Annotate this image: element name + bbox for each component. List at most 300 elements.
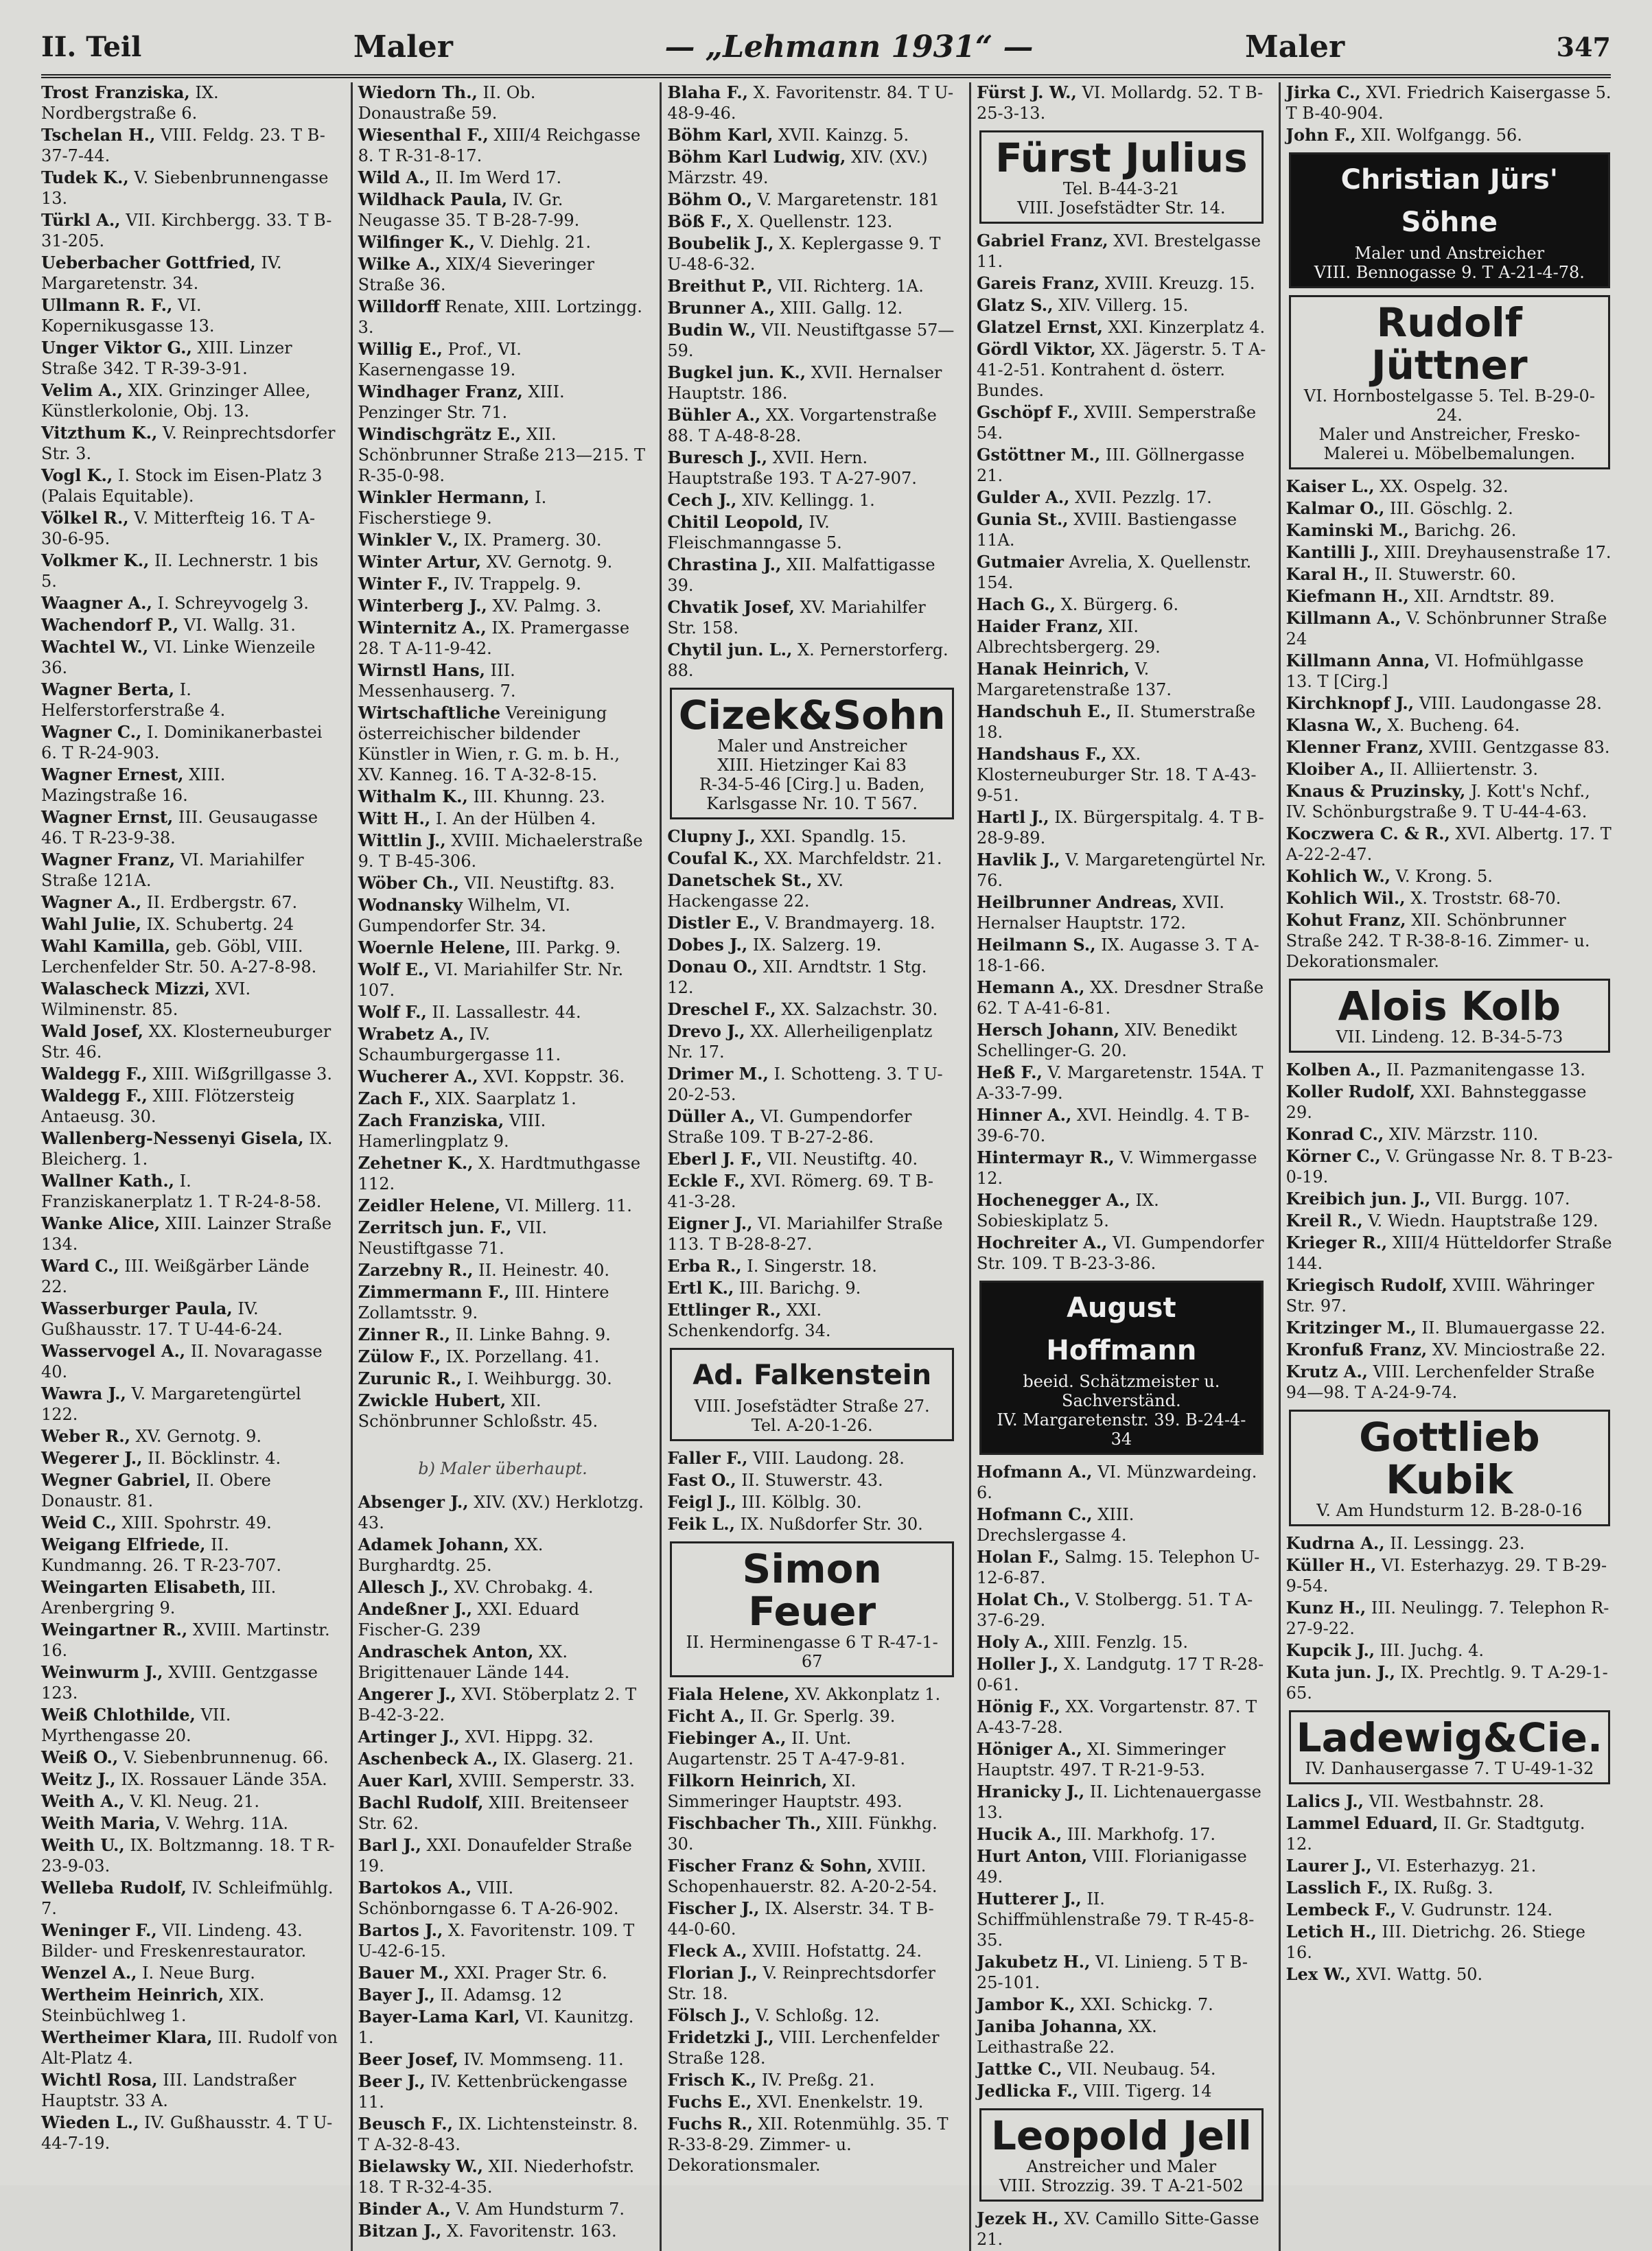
directory-entry — [977, 445, 1266, 486]
entry-name: Gstöttner M., — [977, 445, 1101, 465]
entry-address: XVIII. Gentzgasse 123. — [41, 1663, 318, 1703]
entry-address: V. Siebenbrunnengasse 13. — [41, 168, 329, 208]
directory-entry — [358, 1793, 648, 1834]
directory-entry — [41, 914, 338, 935]
directory-entry — [1286, 715, 1613, 736]
entry-address: XIV. (XV.) Herklotzg. 43. — [358, 1493, 644, 1532]
directory-entry — [41, 1426, 338, 1447]
advertisement-line: IV. Danhausergasse 7. T U-49-1-32 — [1305, 1759, 1594, 1778]
entry-address: V. Am Hundsturm 7. — [456, 2200, 625, 2219]
directory-entry — [358, 339, 648, 380]
entry-address: II. Lichtenauergasse 13. — [977, 1782, 1261, 1822]
directory-entry — [667, 1771, 957, 1812]
entry-address: III. Neulingg. 7. Telephon R-27-9-22. — [1285, 1598, 1609, 1638]
directory-entry — [667, 405, 957, 446]
directory-entry — [41, 210, 338, 251]
entry-name: Fiebinger A., — [667, 1728, 787, 1748]
directory-entry — [667, 935, 957, 955]
column-1 — [41, 82, 338, 2251]
entry-name: Hach G., — [977, 594, 1056, 614]
entry-name: Walascheck Mizzi, — [41, 979, 210, 999]
entry-address: V. Reinprechtsdorfer Str. 18. — [667, 1963, 935, 2003]
directory-entry — [41, 1086, 338, 1127]
directory-entry — [358, 1963, 648, 1983]
directory-entry — [41, 550, 338, 592]
entry-address: IX. Schubertg. 24 — [146, 915, 294, 934]
directory-entry — [667, 362, 957, 404]
entry-address: IV. Mommseng. 11. — [463, 2050, 624, 2069]
entry-name: Weigang Elfriede, — [41, 1535, 206, 1554]
directory-entry — [1286, 1340, 1613, 1360]
directory-entry — [1286, 1211, 1613, 1231]
entry-name: Koller Rudolf, — [1285, 1082, 1415, 1101]
entry-address: XVIII. Semperstraße 54. — [977, 403, 1257, 443]
entry-address: IX. Salzerg. 19. — [752, 935, 882, 955]
advertisement-name: Ladewig&Cie. — [1296, 1714, 1603, 1761]
directory-entry — [1286, 82, 1613, 124]
directory-entry — [358, 2156, 648, 2197]
directory-entry — [667, 1213, 957, 1255]
directory-entry — [41, 1813, 338, 1834]
entry-address: V. Margaretenstr. 181 — [757, 190, 940, 209]
entry-name: Coufal K., — [667, 848, 759, 868]
directory-entry — [358, 1577, 648, 1598]
entry-address: II. Kundmanng. 26. T R-23-707. — [41, 1535, 281, 1575]
entry-name: Wichtl Rosa, — [41, 2070, 158, 2090]
column-4 — [969, 82, 1266, 2251]
entry-name: Zülow F., — [358, 1346, 441, 1366]
column-2 — [351, 82, 648, 2251]
directory-entry — [977, 2208, 1266, 2250]
entry-address: X. Pernerstorferg. 88. — [667, 640, 949, 680]
directory-entry — [1286, 1082, 1613, 1123]
directory-entry — [358, 1492, 648, 1533]
entry-address: XIII. Gallg. 12. — [780, 299, 903, 318]
entry-name: Weninger F., — [41, 1920, 157, 1940]
entry-address: XX. Ospelg. 32. — [1380, 477, 1509, 496]
entry-address: geb. Göbl, VIII. Lerchenfelder Str. 50. A-27-8-98. — [41, 937, 317, 977]
directory-entry — [977, 1696, 1266, 1738]
entry-name: Danetschek St., — [667, 870, 813, 890]
entry-name: Bayer-Lama Karl, — [358, 2007, 520, 2027]
entry-name: Bitzan J., — [358, 2221, 442, 2241]
entry-name: Chitil Leopold, — [667, 512, 804, 532]
entry-name: Kreil R., — [1285, 1211, 1363, 1231]
entry-address: V. Wiedn. Hauptstraße 129. — [1368, 1211, 1598, 1231]
directory-entry — [667, 2114, 957, 2176]
directory-entry — [358, 937, 648, 958]
entry-name: Wodnansky — [358, 895, 463, 915]
entry-name: Wertheimer Klara, — [41, 2027, 213, 2047]
entry-name: Zach Franziska, — [358, 1110, 504, 1130]
entry-name: Fast O., — [667, 1470, 736, 1490]
entry-name: Hochenegger A., — [977, 1190, 1130, 1210]
entry-address: XIII. Breitenseer Str. 62. — [358, 1793, 629, 1833]
entry-name: Kolben A., — [1285, 1060, 1382, 1080]
entry-address: IX. Pramerg. 30. — [463, 530, 602, 550]
entry-name: Wiesenthal F., — [358, 125, 489, 145]
advertisement-box — [979, 1281, 1264, 1455]
entry-address: XVI. Friedrich Kaisergasse 5. T B-40-904. — [1285, 83, 1612, 123]
directory-entry — [358, 1260, 648, 1281]
entry-name: Kriegisch Rudolf, — [1285, 1275, 1447, 1295]
entry-name: Welleba Rudolf, — [41, 1878, 187, 1898]
entry-address: II. Ob. Donaustraße 59. — [358, 83, 536, 123]
directory-entry — [1286, 1189, 1613, 1209]
directory-entry — [41, 125, 338, 166]
directory-entry — [977, 487, 1266, 508]
directory-entry — [41, 892, 338, 913]
entry-name: Hurt Anton, — [977, 1846, 1088, 1866]
entry-name: Willdorff — [358, 296, 440, 316]
directory-entry — [1286, 498, 1613, 519]
entry-name: Jedlicka F., — [977, 2081, 1079, 2101]
entry-name: Wanke Alice, — [41, 1213, 161, 1233]
directory-entry — [358, 2071, 648, 2112]
entry-name: Beer Josef, — [358, 2049, 458, 2069]
directory-entry — [41, 380, 338, 421]
entry-name: Heilbrunner Andreas, — [977, 892, 1178, 912]
entry-name: Winterberg J., — [358, 596, 487, 616]
directory-entry — [1286, 1318, 1613, 1338]
entry-name: Volkmer K., — [41, 550, 150, 570]
entry-name: Fölsch J., — [667, 2005, 751, 2025]
entry-name: Wahl Kamilla, — [41, 936, 171, 956]
entry-address: IX. Rußg. 3. — [1393, 1878, 1493, 1898]
entry-address: V. Margaretengürtel Nr. 76. — [977, 850, 1266, 890]
entry-address: XVI. Albertg. 17. T A-22-2-47. — [1285, 824, 1612, 864]
entry-address: V. Mitterfteig 16. T A-30-6-95. — [41, 509, 316, 548]
entry-name: Bartokos A., — [358, 1878, 472, 1898]
entry-address: III. Rudolf von Alt-Platz 4. — [41, 2028, 338, 2068]
entry-address: XV. Gernotg. 9. — [486, 552, 613, 572]
entry-address: II. Obere Donaustr. 81. — [41, 1471, 271, 1511]
directory-entry — [41, 167, 338, 209]
entry-address: XIII. Drechslergasse 4. — [977, 1505, 1135, 1545]
entry-address: XVIII. Schopenhauerstr. 82. A-20-2-54. — [667, 1856, 938, 1896]
entry-address: VII. Neustiftgasse 71. — [358, 1218, 548, 1258]
entry-address: VII. Neubaug. 54. — [1067, 2060, 1216, 2079]
entry-address: IV. Schaumburgergasse 11. — [358, 1025, 561, 1064]
entry-name: Zach F., — [358, 1088, 430, 1108]
directory-entry — [358, 1024, 648, 1065]
entry-name: Tudek K., — [41, 167, 129, 187]
entry-address: XIV. Märzstr. 110. — [1388, 1125, 1539, 1144]
entry-name: Knaus & Pruzinsky, — [1285, 781, 1466, 801]
directory-entry — [358, 1599, 648, 1640]
entry-address: XX. Jägerstr. 5. T A-41-2-51. Kontrahent d. österr. Bundes. — [977, 340, 1266, 400]
entry-address: I. Weihburgg. 30. — [467, 1369, 612, 1388]
entry-address: XVI. Enenkelstr. 19. — [756, 2092, 924, 2112]
entry-address: VI. Kopernikusgasse 13. — [41, 296, 215, 336]
entry-name: Wallner Kath., — [41, 1171, 175, 1191]
directory-entry — [358, 1727, 648, 1747]
entry-address: VII. Myrthengasse 20. — [41, 1705, 231, 1745]
directory-entry — [667, 2005, 957, 2026]
directory-entry — [667, 1171, 957, 1212]
directory-entry — [667, 298, 957, 318]
entry-name: Ullmann R. F., — [41, 295, 173, 315]
entry-name: Faller F., — [667, 1448, 748, 1468]
directory-entry — [358, 2114, 648, 2155]
entry-address: XVII. Pezzlg. 17. — [1075, 488, 1212, 507]
entry-address: XVIII. Kreuzg. 15. — [1104, 274, 1255, 293]
directory-entry — [667, 1470, 957, 1491]
entry-address: XIII. Wiẞgrillgasse 3. — [152, 1064, 332, 1084]
entry-address: XX. Klosterneuburger Str. 46. — [41, 1022, 331, 1062]
entry-name: Wertheim Heinrich, — [41, 1985, 224, 2005]
directory-entry — [358, 1346, 648, 1367]
directory-entry — [1286, 888, 1613, 909]
entry-name: Erba R., — [667, 1256, 742, 1276]
entry-name: Lex W., — [1285, 1964, 1351, 1984]
entry-address: XXI. Prager Str. 6. — [454, 1963, 607, 1983]
entry-address: XIII/4 Reichgasse 8. T R-31-8-17. — [358, 126, 641, 165]
entry-address: II. Lechnerstr. 1 bis 5. — [41, 551, 318, 591]
entry-address: VII. Westbahnstr. 28. — [1369, 1792, 1544, 1811]
entry-name: Florian J., — [667, 1963, 758, 1983]
entry-name: Auer Karl, — [358, 1771, 454, 1791]
advertisement-line: V. Am Hundsturm 12. B-28-0-16 — [1316, 1501, 1583, 1520]
entry-name: Wachendorf P., — [41, 615, 179, 635]
entry-address: XVIII. Gentzgasse 83. — [1428, 738, 1610, 757]
entry-name: Winter F., — [358, 574, 449, 594]
directory-entry — [1286, 1146, 1613, 1187]
directory-entry — [977, 231, 1266, 272]
directory-entry — [977, 935, 1266, 976]
directory-entry — [667, 320, 957, 361]
directory-entry — [1286, 125, 1613, 145]
entry-address: III. Göschlg. 2. — [1390, 499, 1513, 518]
entry-name: Kohlich W., — [1285, 866, 1391, 886]
entry-address: IV. Schleifmühlg. 7. — [41, 1878, 334, 1918]
advertisement-name: Leopold Jell — [990, 2112, 1252, 2159]
entry-address: V. Brandmayerg. 18. — [765, 913, 935, 933]
entry-name: Wald Josef, — [41, 1021, 143, 1041]
entry-name: Wagner Ernst, — [41, 807, 174, 827]
entry-address: X. Favoritenstr. 84. T U-48-9-46. — [667, 83, 954, 123]
directory-entry — [41, 936, 338, 977]
entry-address: XX. Vorgartenstr. 87. T A-43-7-28. — [977, 1697, 1257, 1737]
entry-name: Wahl Julie, — [41, 914, 142, 934]
directory-entry — [358, 2049, 648, 2070]
entry-name: Drimer M., — [667, 1064, 769, 1084]
entry-address: XIV. Kellingg. 1. — [741, 491, 875, 510]
advertisement-line: Malerei u. Möbelbemalungen. — [1323, 444, 1576, 463]
entry-address: Renate, XIII. Lortzingg. 3. — [358, 297, 642, 337]
section-word-right: Maler — [1245, 29, 1345, 65]
advertisement-line: II. Herminengasse 6 T R-47-1-67 — [686, 1633, 938, 1671]
directory-entry — [41, 1620, 338, 1661]
entry-name: Hucik A., — [977, 1824, 1062, 1844]
entry-address: X. Keplergasse 9. T U-48-6-32. — [667, 234, 941, 274]
entry-address: VI. Millerg. 11. — [505, 1196, 632, 1215]
entry-address: I. Fischerstiege 9. — [358, 488, 547, 528]
directory-entry — [667, 1514, 957, 1535]
directory-entry — [977, 1062, 1266, 1104]
directory-entry — [358, 959, 648, 1001]
entry-address: VI. Linieng. 5 T B-25-101. — [977, 1952, 1248, 1992]
entry-name: Fischer J., — [667, 1898, 760, 1918]
entry-name: Drevo J., — [667, 1021, 745, 1041]
entry-name: Angerer J., — [358, 1684, 456, 1704]
directory-entry — [358, 1985, 648, 2005]
entry-name: Allesch J., — [358, 1577, 449, 1597]
directory-entry — [977, 509, 1266, 550]
directory-entry — [1286, 1791, 1613, 1812]
directory-entry — [358, 125, 648, 166]
directory-entry — [41, 979, 338, 1020]
entry-address: VIII. Feldg. 23. T B-37-7-44. — [41, 126, 325, 165]
entry-address: II. Gr. Stadtgutg. 12. — [1285, 1814, 1585, 1854]
directory-entry — [358, 1196, 648, 1216]
entry-name: Holat Ch., — [977, 1589, 1071, 1609]
directory-entry — [977, 1632, 1266, 1653]
entry-name: Kuta jun. J., — [1285, 1662, 1395, 1682]
entry-address: I. Neue Burg. — [142, 1963, 255, 1983]
entry-name: Heilmann S., — [977, 935, 1096, 955]
entry-name: Weingartner R., — [41, 1620, 188, 1640]
entry-name: Artinger J., — [358, 1727, 460, 1747]
directory-entry — [977, 317, 1266, 338]
entry-name: Ficht A., — [667, 1706, 745, 1726]
entry-name: Hofmann A., — [977, 1462, 1093, 1482]
entry-name: Withalm K., — [358, 786, 468, 806]
entry-name: Wenzel A., — [41, 1963, 137, 1983]
directory-entry — [358, 1749, 648, 1769]
directory-entry — [1286, 1533, 1613, 1554]
entry-address: XV. Akkonplatz 1. — [795, 1685, 941, 1704]
entry-name: Lalics J., — [1285, 1791, 1364, 1811]
directory-entry — [667, 870, 957, 911]
directory-entry — [977, 1147, 1266, 1189]
advertisement-box — [670, 688, 954, 819]
entry-name: Hochreiter A., — [977, 1233, 1108, 1252]
entry-address: Avrelia, X. Quellenstr. 154. — [977, 552, 1252, 592]
advertisement-name: Christian Jürs' Söhne — [1340, 164, 1559, 238]
entry-address: III. Hintere Zollamtsstr. 9. — [358, 1283, 609, 1322]
directory-entry — [667, 555, 957, 596]
entry-address: XII. Arndtstr. 89. — [1414, 587, 1555, 606]
directory-entry — [41, 1128, 338, 1169]
entry-address: XII. Niederhofstr. 18. T R-32-4-35. — [358, 2157, 635, 2197]
directory-entry — [667, 1300, 957, 1341]
directory-entry — [358, 296, 648, 338]
entry-address: XV. Palmg. 3. — [492, 596, 602, 616]
advertisement-line: Maler und Anstreicher, Fresko- — [1318, 425, 1581, 444]
entry-name: Kantilli J., — [1285, 542, 1380, 562]
entry-name: Vogl K., — [41, 465, 113, 485]
entry-address: XII. Schönbrunner Schloßstr. 45. — [358, 1391, 598, 1431]
directory-entry — [977, 1952, 1266, 1993]
directory-entry — [667, 2027, 957, 2068]
entry-name: Buresch J., — [667, 447, 768, 467]
entry-name: Kloiber A., — [1285, 759, 1385, 779]
entry-address: II. Böcklinstr. 4. — [148, 1449, 281, 1468]
entry-address: I. Dominikanerbastei 6. T R-24-903. — [41, 723, 323, 762]
entry-name: Höniger A., — [977, 1739, 1082, 1759]
entry-name: Böß F., — [667, 211, 732, 231]
entry-name: Haider Franz, — [977, 616, 1104, 636]
entry-name: Krieger R., — [1285, 1233, 1388, 1252]
directory-entry — [358, 189, 648, 231]
directory-entry — [41, 1835, 338, 1876]
entry-address: XII. Schönbrunner Straße 242. T R-38-8-16. Zimmer- u. Dekorationsmaler. — [1285, 911, 1590, 971]
publication-title: — „Lehmann 1931“ — — [664, 29, 1034, 65]
entry-name: Hersch Johann, — [977, 1020, 1120, 1040]
entry-address: VII. Neustiftgasse 57—59. — [667, 320, 955, 360]
advertisement-line: IV. Margaretenstr. 39. B-24-4-34 — [997, 1410, 1246, 1449]
advertisement-box — [1289, 1410, 1610, 1526]
advertisement-line: VIII. Josefstädter Straße 27. Tel. A-20-1-26. — [694, 1397, 930, 1435]
entry-address: XIV. (XV.) Märzstr. 49. — [667, 148, 928, 187]
entry-address: VII. Burgg. 107. — [1436, 1189, 1570, 1209]
entry-address: IX. Augasse 3. T A-18-1-66. — [977, 935, 1259, 975]
entry-name: Kiefmann H., — [1285, 586, 1409, 606]
directory-entry — [41, 722, 338, 763]
section-heading: b) Maler überhaupt. — [418, 1459, 587, 1478]
entry-name: Handshaus F., — [977, 744, 1107, 764]
directory-entry — [1286, 693, 1613, 714]
entry-name: Kaiser L., — [1285, 476, 1375, 496]
entry-name: John F., — [1285, 125, 1356, 145]
entry-address: I. Schreyvogelg 3. — [157, 594, 309, 613]
entry-address: XIX/4 Sieveringer Straße 36. — [358, 255, 595, 294]
entry-address: II. Erdbergstr. 67. — [146, 893, 298, 912]
entry-address: VI. Mariahilfer Straße 121A. — [41, 850, 304, 890]
entry-name: Lasslich F., — [1285, 1878, 1389, 1898]
directory-entry — [1286, 608, 1613, 649]
entry-name: Zeidler Helene, — [358, 1196, 501, 1215]
entry-name: Konrad C., — [1285, 1124, 1384, 1144]
entry-name: Wagner Berta, — [41, 679, 175, 699]
entry-address: V. Schönbrunner Straße 24 — [1285, 609, 1607, 649]
entry-name: Heß F., — [977, 1062, 1043, 1082]
directory-entry — [1286, 1598, 1613, 1639]
entry-name: Böhm O., — [667, 189, 753, 209]
entry-address: XV. Chrobakg. 4. — [454, 1578, 594, 1597]
directory-entry — [41, 465, 338, 506]
entry-address: Barichg. 26. — [1414, 521, 1517, 540]
entry-name: Wildhack Paula, — [358, 189, 508, 209]
entry-address: IV. Margaretenstr. 34. — [41, 253, 282, 293]
advertisement-name: Simon Feuer — [742, 1546, 882, 1635]
advertisement-name: Ad. Falkenstein — [693, 1360, 932, 1391]
directory-entry — [667, 1064, 957, 1105]
advertisement-line: VIII. Bennogasse 9. T A-21-4-78. — [1314, 263, 1585, 282]
entry-name: Weiß Chlothilde, — [41, 1705, 196, 1725]
entry-name: Wilfinger K., — [358, 232, 475, 252]
advertisement-name: Fürst Julius — [995, 135, 1248, 181]
entry-address: IV. Kettenbrückengasse 11. — [358, 2072, 628, 2112]
directory-entry — [667, 125, 957, 145]
entry-address: IX. Prechtlg. 9. T A-29-1-65. — [1285, 1663, 1608, 1703]
entry-address: VII. Richterg. 1A. — [778, 277, 924, 296]
entry-address: XX. Allerheiligenplatz Nr. 17. — [667, 1022, 933, 1062]
directory-entry — [667, 211, 957, 232]
entry-name: Völkel R., — [41, 508, 129, 528]
advertisement-name: Rudolf Jüttner — [1371, 299, 1528, 388]
entry-name: Kupcik J., — [1285, 1640, 1375, 1660]
entry-address: III. Weißgärber Lände 22. — [41, 1257, 310, 1296]
directory-entry — [41, 679, 338, 721]
directory-entry — [667, 1256, 957, 1276]
directory-entry — [1286, 1856, 1613, 1876]
entry-address: XXI. Eduard Fischer-G. 239 — [358, 1600, 579, 1640]
directory-entry — [977, 1654, 1266, 1695]
entry-address: VII. Kirchbergg. 33. T B-31-205. — [41, 211, 332, 250]
entry-address: XIII/4 Hütteldorfer Straße 144. — [1285, 1233, 1612, 1273]
